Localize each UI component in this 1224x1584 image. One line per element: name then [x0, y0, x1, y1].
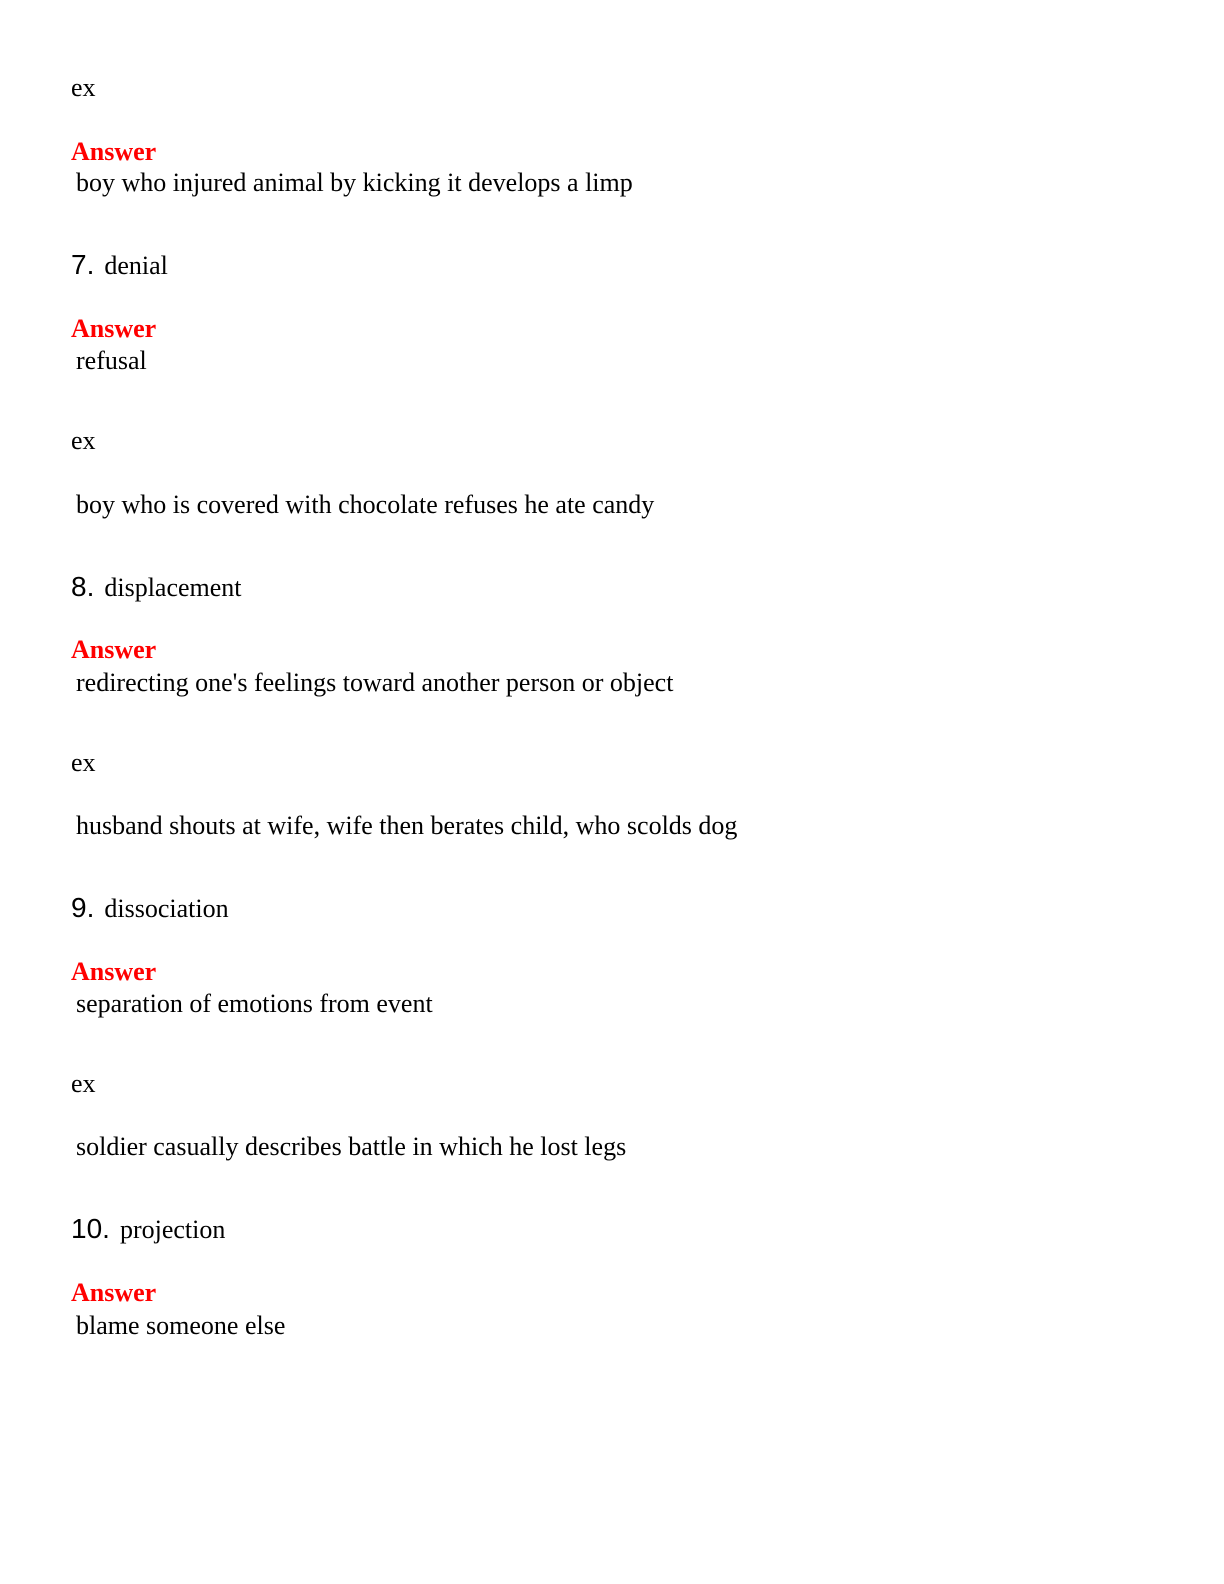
- question-number: 9.: [71, 892, 95, 923]
- answer-label: Answer: [71, 957, 157, 986]
- ex-label: ex: [71, 1069, 96, 1098]
- answer-text: redirecting one's feelings toward another person or object: [76, 668, 674, 697]
- answer-label: Answer: [71, 314, 157, 343]
- question-number: 10.: [71, 1213, 110, 1244]
- question-10: [71, 1214, 225, 1245]
- question-term: projection: [119, 1215, 226, 1244]
- answer-label: Answer: [71, 137, 157, 166]
- example-text: husband shouts at wife, wife then berates child, who scolds dog: [76, 811, 738, 840]
- example-text: soldier casually describes battle in which he lost legs: [76, 1132, 627, 1161]
- question-9: [71, 893, 229, 924]
- answer-text: separation of emotions from event: [76, 989, 433, 1018]
- question-8: [71, 572, 242, 603]
- answer-text: refusal: [76, 346, 147, 375]
- question-number: 8.: [71, 571, 95, 602]
- answer-label: Answer: [71, 1278, 157, 1307]
- question-7: [71, 250, 168, 281]
- answer-label: Answer: [71, 635, 157, 664]
- ex-label: ex: [71, 73, 96, 102]
- answer-text: blame someone else: [76, 1311, 286, 1340]
- ex-label: ex: [71, 748, 96, 777]
- answer-text: boy who injured animal by kicking it develops a limp: [76, 168, 633, 197]
- question-number: 7.: [71, 249, 95, 280]
- question-term: denial: [104, 251, 168, 280]
- question-term: dissociation: [104, 894, 229, 923]
- example-text: boy who is covered with chocolate refuses he ate candy: [76, 490, 655, 519]
- question-term: displacement: [104, 573, 242, 602]
- ex-label: ex: [71, 426, 96, 455]
